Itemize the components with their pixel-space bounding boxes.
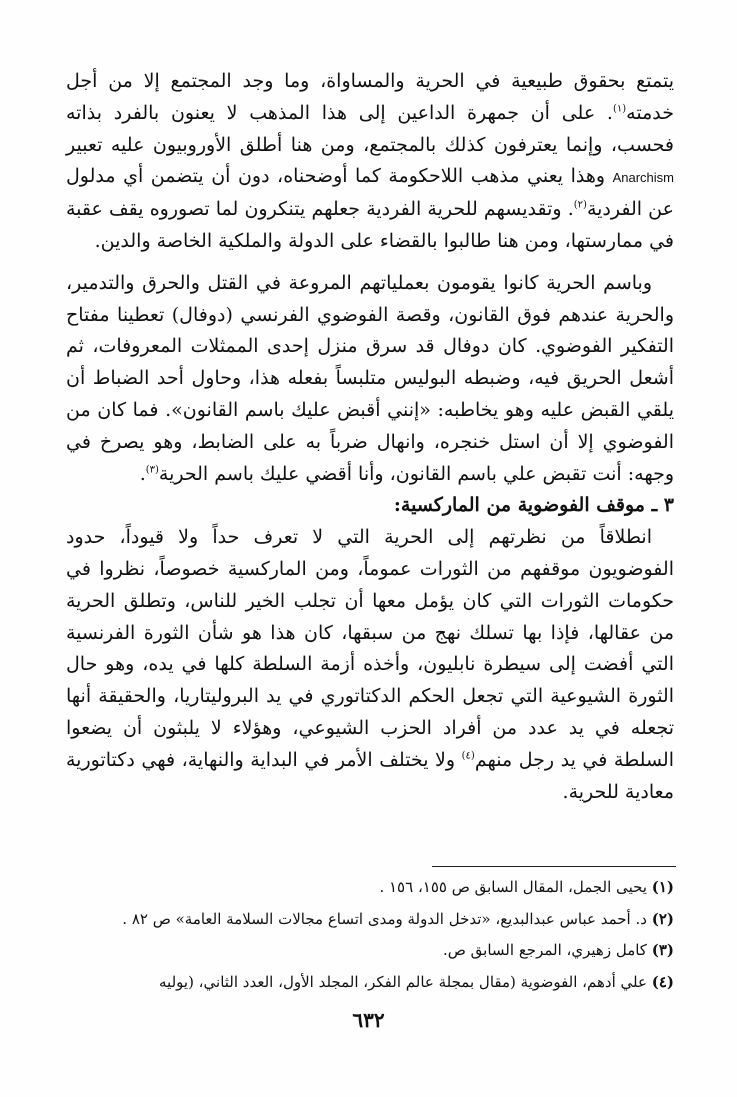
page-number: ٦٣٢ xyxy=(352,1008,385,1032)
paragraph-1-part-b: . على أن جمهرة الداعين إلى هذا المذهب لا يعنون بالفرد بذاته فحسب، وإنما يعترفون كذلك بالمجتمع، ومن هنا أطلق الأوروبيون عليه تعبير xyxy=(66,101,674,156)
paragraph-3-part-a: انطلاقاً من نظرتهم إلى الحرية التي لا تعرف حداً ولا قيوداً، حدود الفوضويون موقفهم من الثورات عموماً، ومن الماركسية خصوصاً، نظروا في حكومات الثورات التي كان يؤمل معها أن تجلب الخير للناس، وتطلق الحرية من عقالها، فإذا بها تسلك نهج من سبقها، كان هذا هو شأن الثورة الفرنسية التي أفضت إلى سيطرة نابليون، وأخذه أزمة السلطة كلها في يده، وهو حال الثورة الشيوعية التي تجعل الحكم الدكتاتوري في يد البروليتاريا، والحقيقة أنها تجعله في يد عدد من أفراد الحزب الشيوعي، وهؤلاء لا يلبثون أن يضعوا السلطة في يد رجل منهم xyxy=(66,526,674,771)
paragraph-2-end: . xyxy=(139,462,146,485)
paragraph-1-part-c: وهذا يعني مذهب اللاحكومة كما أوضحناه، دون أن يتضمن أي مدلول عن الفردية xyxy=(66,165,674,221)
section-heading: ٣ ـ موقف الفوضوية من الماركسية: xyxy=(393,494,674,517)
footnote-3 xyxy=(66,935,674,967)
footnote-number: (١) xyxy=(651,878,674,896)
footnote-ref-1: (١) xyxy=(612,103,627,115)
footnote-divider xyxy=(432,866,676,867)
paragraph-1-part-d: . وتقديسهم للحرية الفردية جعلهم يتنكرون لما تصوروه يقف عقبة في ممارستها، ومن هنا طالبوا بالقضاء على الدولة والملكية الخاصة والدين. xyxy=(66,198,674,252)
footnote-text: علي أدهم، الفوضوية (مقال بمجلة عالم الفكر، المجلد الأول، العدد الثاني، (يوليه xyxy=(159,972,652,991)
footnote-ref-3: (٣) xyxy=(145,464,159,476)
footnote-number: (٤) xyxy=(651,972,674,991)
footnote-number: (٢) xyxy=(651,909,674,928)
main-text xyxy=(66,66,674,808)
footnote-text: يحيى الجمل، المقال السابق ص ١٥٥، ١٥٦ . xyxy=(379,878,652,896)
footnote-text: كامل زهيري، المرجع السابق ص. xyxy=(443,941,652,959)
footnote-text: د. أحمد عباس عبدالبديع، «تدخل الدولة ومدى اتساع مجالات السلامة العامة» ص ٨٢ . xyxy=(122,909,652,928)
paragraph-3-part-b: ولا يختلف الأمر في البداية والنهاية، فهي دكتاتورية معادية للحرية. xyxy=(66,748,674,803)
footnote-number: (٣) xyxy=(651,941,674,959)
paragraph-3 xyxy=(66,522,674,808)
paragraph-2 xyxy=(66,268,674,491)
footnote-4 xyxy=(66,967,674,999)
paragraph-1 xyxy=(66,66,674,258)
footnote-1 xyxy=(66,872,674,904)
paragraph-2-text: وباسم الحرية كانوا يقومون بعملياتهم المروعة في القتل والحرق والتدمير، والحرية عندهم فوق القانون، وقصة الفوضوي الفرنسي (دوفال) تعطينا مفتاح التفكير الفوضوي. كان دوفال قد سرق منزل إحدى الممثلات المعروفات، ثم أشعل الحريق فيه، وضبطه البوليس متلبساً بفعله هذا، وحاول أحد الضباط أن يلقي القبض عليه وهو يخاطبه: «إنني أقبض عليك باسم القانون». فما كان من الفوضوي إلا أن استل خنجره، وانهال ضرباً به على الضابط، وهو يصرخ في وجهه: أنت تقبض علي باسم القانون، وأنا أقضي عليك باسم الحرية xyxy=(66,271,674,485)
footnotes xyxy=(66,872,674,998)
latin-term: Anarchism xyxy=(612,170,674,186)
footnote-2 xyxy=(66,904,674,936)
paragraph-1-part-a: يتمتع بحقوق طبيعية في الحرية والمساواة، وما وجد المجتمع إلا من أجل خدمته xyxy=(66,70,674,124)
footnote-ref-4: (٤) xyxy=(461,750,475,762)
footnote-ref-2: (٢) xyxy=(573,199,587,211)
